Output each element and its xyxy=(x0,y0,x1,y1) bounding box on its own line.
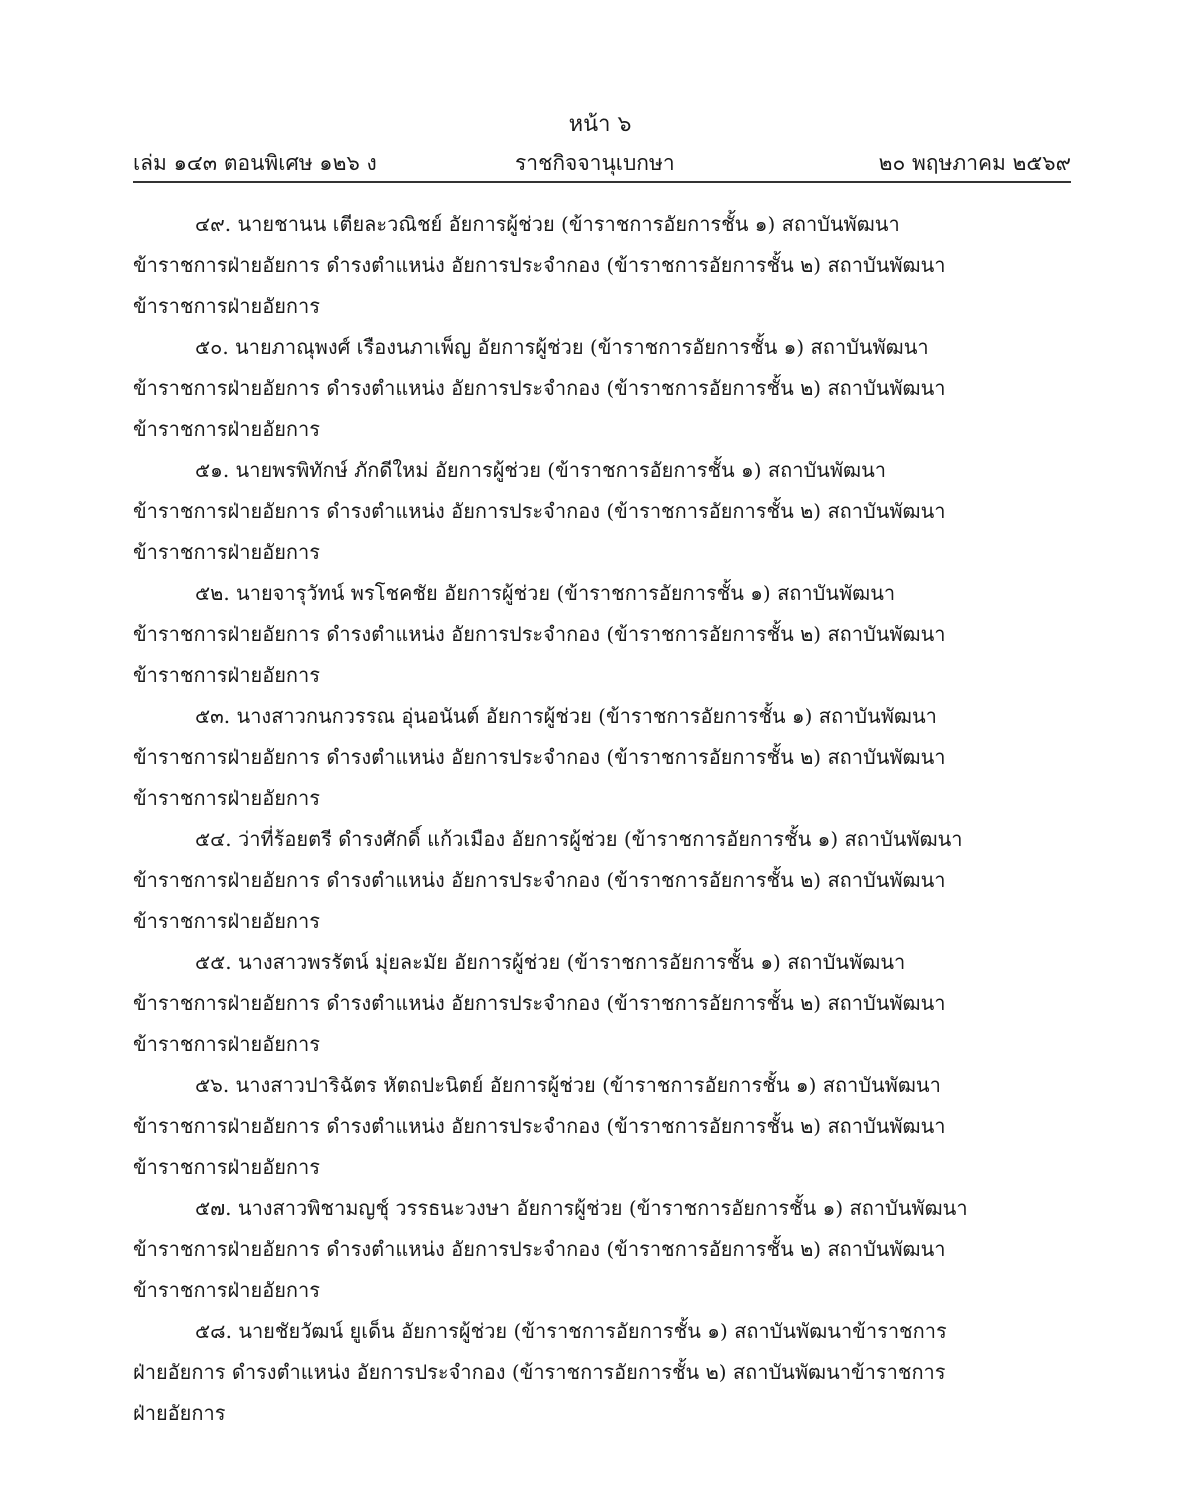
page-number: หน้า ๖ xyxy=(568,112,632,137)
entry-line: ข้าราชการฝ่ายอัยการ ดำรงตำแหน่ง อัยการประจำกอง (ข้าราชการอัยการชั้น ๒) สถาบันพัฒนา xyxy=(133,745,946,769)
entry-line: ข้าราชการฝ่ายอัยการ ดำรงตำแหน่ง อัยการประจำกอง (ข้าราชการอัยการชั้น ๒) สถาบันพัฒนา xyxy=(133,622,946,646)
header-divider xyxy=(133,181,1071,183)
appointment-entry-56 xyxy=(133,1065,1063,1188)
entry-line: ๕๘. นายชัยวัฒน์ ยูเด็น อัยการผู้ช่วย (ข้าราชการอัยการชั้น ๑) สถาบันพัฒนาข้าราชการ xyxy=(195,1319,947,1343)
appointment-entry-52 xyxy=(133,573,1063,696)
entry-line: ข้าราชการฝ่ายอัยการ ดำรงตำแหน่ง อัยการประจำกอง (ข้าราชการอัยการชั้น ๒) สถาบันพัฒนา xyxy=(133,253,946,277)
entry-line: ๕๓. นางสาวกนกวรรณ อุ่นอนันต์ อัยการผู้ช่วย (ข้าราชการอัยการชั้น ๑) สถาบันพัฒนา xyxy=(195,704,937,728)
entry-line: ข้าราชการฝ่ายอัยการ xyxy=(133,1278,321,1302)
entry-line: ๕๕. นางสาวพรรัตน์ มุ่ยละมัย อัยการผู้ช่วย (ข้าราชการอัยการชั้น ๑) สถาบันพัฒนา xyxy=(195,950,906,974)
entry-line: ข้าราชการฝ่ายอัยการ xyxy=(133,540,321,564)
volume-issue: เล่ม ๑๔๓ ตอนพิเศษ ๑๒๖ ง xyxy=(133,151,377,175)
appointment-entry-50 xyxy=(133,327,1063,450)
entry-line: ๕๗. นางสาวพิชามญชุ์ วรรธนะวงษา อัยการผู้ช่วย (ข้าราชการอัยการชั้น ๑) สถาบันพัฒนา xyxy=(195,1196,968,1220)
entry-line: ๔๙. นายชานน เตียละวณิชย์ อัยการผู้ช่วย (ข้าราชการอัยการชั้น ๑) สถาบันพัฒนา xyxy=(195,212,900,236)
entry-line: ข้าราชการฝ่ายอัยการ xyxy=(133,663,321,687)
entry-line: ข้าราชการฝ่ายอัยการ ดำรงตำแหน่ง อัยการประจำกอง (ข้าราชการอัยการชั้น ๒) สถาบันพัฒนา xyxy=(133,376,946,400)
appointment-entry-49 xyxy=(133,204,1063,327)
entry-line: ข้าราชการฝ่ายอัยการ xyxy=(133,1032,321,1056)
entry-line: ข้าราชการฝ่ายอัยการ ดำรงตำแหน่ง อัยการประจำกอง (ข้าราชการอัยการชั้น ๒) สถาบันพัฒนา xyxy=(133,1237,946,1261)
entry-line: ข้าราชการฝ่ายอัยการ ดำรงตำแหน่ง อัยการประจำกอง (ข้าราชการอัยการชั้น ๒) สถาบันพัฒนา xyxy=(133,991,946,1015)
entry-line: ๕๒. นายจารุวัทน์ พรโชคชัย อัยการผู้ช่วย (ข้าราชการอัยการชั้น ๑) สถาบันพัฒนา xyxy=(195,581,896,605)
appointment-entry-57 xyxy=(133,1188,1063,1311)
appointment-entry-54 xyxy=(133,819,1063,942)
entry-line: ข้าราชการฝ่ายอัยการ ดำรงตำแหน่ง อัยการประจำกอง (ข้าราชการอัยการชั้น ๒) สถาบันพัฒนา xyxy=(133,1114,946,1138)
entry-line: ข้าราชการฝ่ายอัยการ xyxy=(133,786,321,810)
entry-line: ๕๐. นายภาณุพงศ์ เรืองนภาเพ็ญ อัยการผู้ช่วย (ข้าราชการอัยการชั้น ๑) สถาบันพัฒนา xyxy=(195,335,929,359)
entry-line: ข้าราชการฝ่ายอัยการ ดำรงตำแหน่ง อัยการประจำกอง (ข้าราชการอัยการชั้น ๒) สถาบันพัฒนา xyxy=(133,868,946,892)
entry-line: ๕๔. ว่าที่ร้อยตรี ดำรงศักดิ์ แก้วเมือง อัยการผู้ช่วย (ข้าราชการอัยการชั้น ๑) สถาบันพัฒนา xyxy=(195,827,963,851)
appointment-entry-51 xyxy=(133,450,1063,573)
entry-line: ข้าราชการฝ่ายอัยการ xyxy=(133,909,321,933)
gazette-header xyxy=(133,148,1071,180)
entry-line: ๕๖. นางสาวปาริฉัตร หัตถปะนิตย์ อัยการผู้ช่วย (ข้าราชการอัยการชั้น ๑) สถาบันพัฒนา xyxy=(195,1073,941,1097)
appointment-entry-58 xyxy=(133,1311,1063,1434)
publication-name: ราชกิจจานุเบกษา xyxy=(515,151,675,175)
appointment-list xyxy=(133,204,1063,1434)
entry-line: ฝ่ายอัยการ ดำรงตำแหน่ง อัยการประจำกอง (ข้าราชการอัยการชั้น ๒) สถาบันพัฒนาข้าราชการ xyxy=(133,1360,946,1384)
entry-line: ๕๑. นายพรพิทักษ์ ภักดีใหม่ อัยการผู้ช่วย (ข้าราชการอัยการชั้น ๑) สถาบันพัฒนา xyxy=(195,458,886,482)
entry-line: ข้าราชการฝ่ายอัยการ xyxy=(133,1155,321,1179)
publication-date: ๒๐ พฤษภาคม ๒๕๖๙ xyxy=(878,151,1071,175)
entry-line: ฝ่ายอัยการ xyxy=(133,1401,226,1425)
appointment-entry-55 xyxy=(133,942,1063,1065)
entry-line: ข้าราชการฝ่ายอัยการ ดำรงตำแหน่ง อัยการประจำกอง (ข้าราชการอัยการชั้น ๒) สถาบันพัฒนา xyxy=(133,499,946,523)
entry-line: ข้าราชการฝ่ายอัยการ xyxy=(133,417,321,441)
entry-line: ข้าราชการฝ่ายอัยการ xyxy=(133,294,321,318)
appointment-entry-53 xyxy=(133,696,1063,819)
